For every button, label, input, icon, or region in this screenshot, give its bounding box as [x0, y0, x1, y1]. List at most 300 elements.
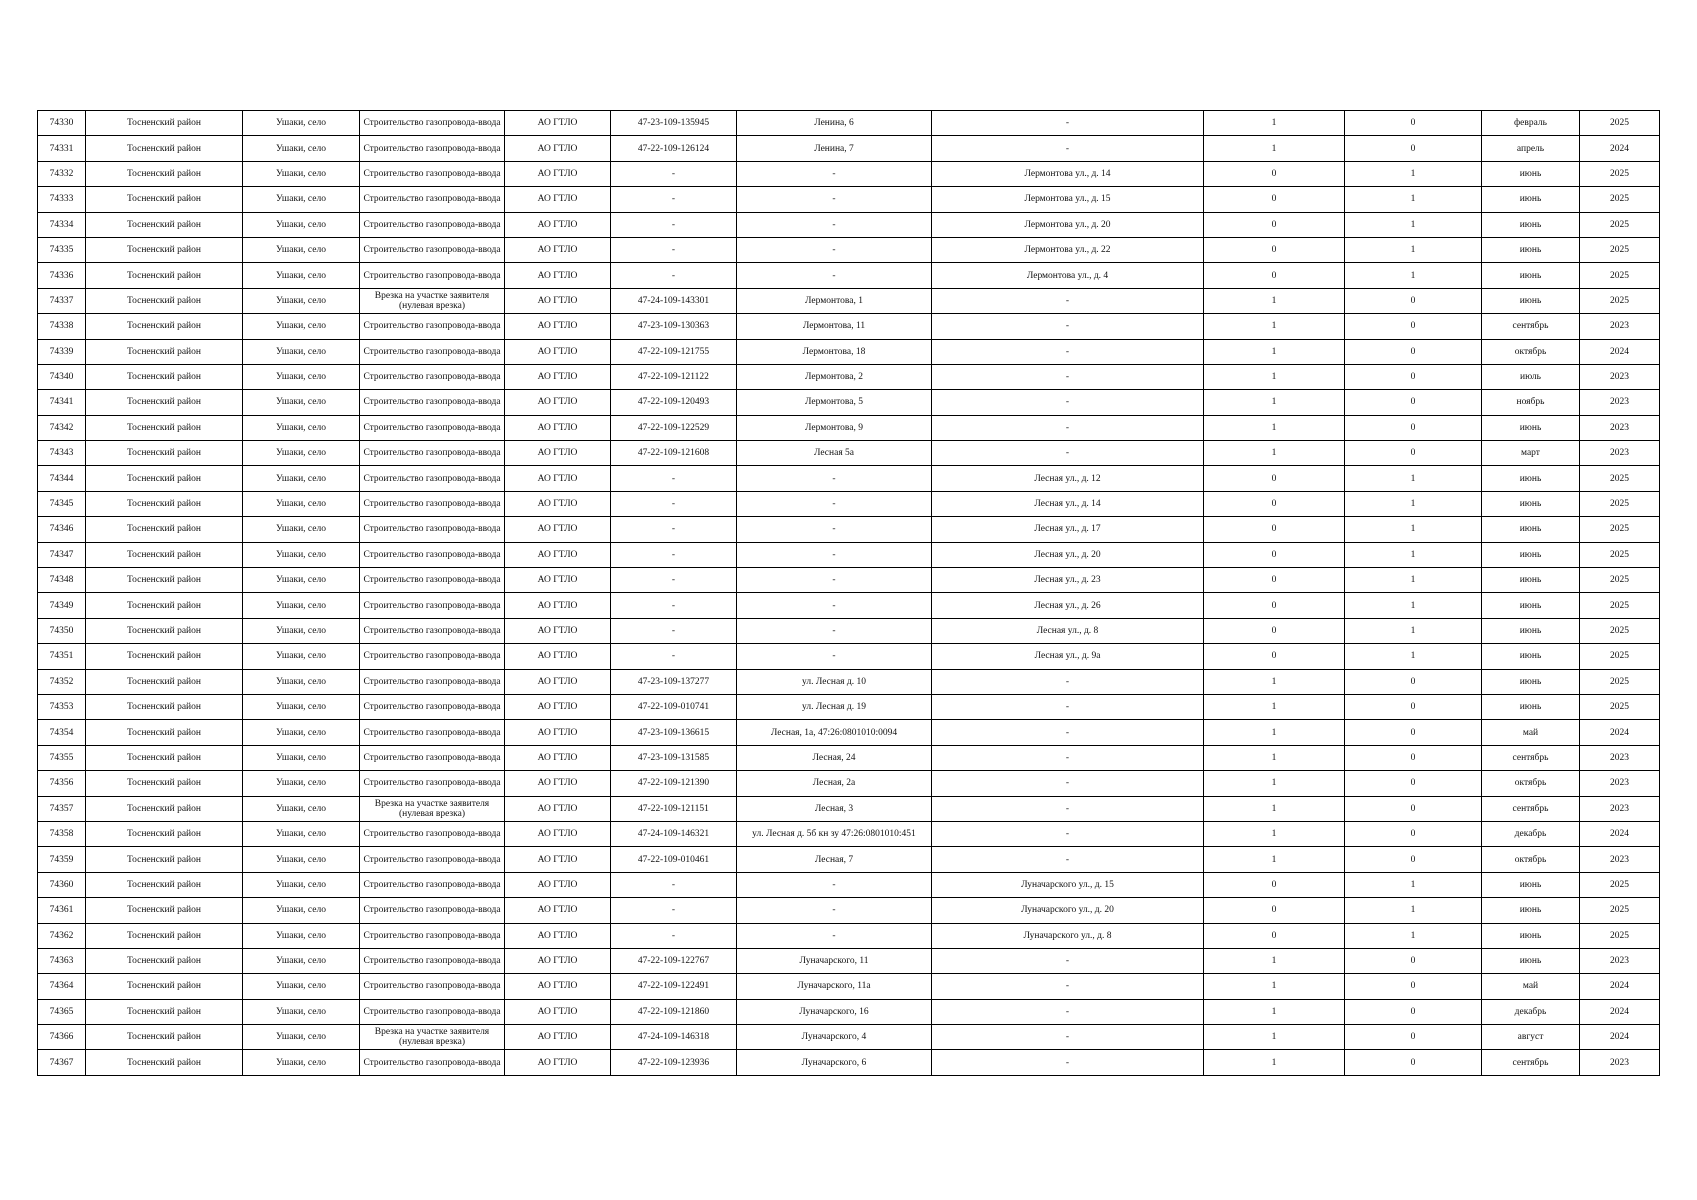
cell-address: -: [737, 212, 932, 237]
cell-district: Тосненский район: [86, 847, 243, 872]
cell-count-a: 1: [1204, 390, 1345, 415]
cell-month: июнь: [1482, 161, 1580, 186]
cell-district: Тосненский район: [86, 745, 243, 770]
cell-work-type: Врезка на участке заявителя (нулевая врезка): [360, 288, 505, 313]
cell-row-id: 74331: [38, 136, 86, 161]
cell-year: 2025: [1580, 212, 1660, 237]
cell-organization: АО ГТЛО: [505, 339, 611, 364]
cell-work-type: Строительство газопровода-ввода: [360, 161, 505, 186]
cell-house-address: -: [932, 821, 1204, 846]
cell-month: декабрь: [1482, 999, 1580, 1024]
cell-organization: АО ГТЛО: [505, 364, 611, 389]
cell-work-type: Строительство газопровода-ввода: [360, 263, 505, 288]
cell-row-id: 74349: [38, 593, 86, 618]
cell-house-address: -: [932, 441, 1204, 466]
cell-row-id: 74356: [38, 771, 86, 796]
cell-application-number: 47-22-109-121755: [611, 339, 737, 364]
cell-year: 2025: [1580, 568, 1660, 593]
table-row: [38, 669, 1660, 694]
cell-address: Лесная, 1а, 47:26:0801010:0094: [737, 720, 932, 745]
cell-row-id: 74345: [38, 491, 86, 516]
cell-work-type: Строительство газопровода-ввода: [360, 339, 505, 364]
cell-year: 2025: [1580, 491, 1660, 516]
cell-house-address: -: [932, 694, 1204, 719]
cell-application-number: 47-22-109-121608: [611, 441, 737, 466]
cell-house-address: Лермонтова ул., д. 15: [932, 187, 1204, 212]
table-row: [38, 974, 1660, 999]
cell-organization: АО ГТЛО: [505, 237, 611, 262]
cell-district: Тосненский район: [86, 415, 243, 440]
cell-house-address: -: [932, 339, 1204, 364]
cell-address: Лермонтова, 11: [737, 314, 932, 339]
cell-district: Тосненский район: [86, 111, 243, 136]
cell-count-b: 0: [1345, 415, 1482, 440]
cell-month: декабрь: [1482, 821, 1580, 846]
cell-year: 2025: [1580, 923, 1660, 948]
cell-organization: АО ГТЛО: [505, 441, 611, 466]
cell-year: 2024: [1580, 821, 1660, 846]
cell-district: Тосненский район: [86, 466, 243, 491]
cell-month: сентябрь: [1482, 314, 1580, 339]
cell-row-id: 74366: [38, 1025, 86, 1050]
cell-count-a: 0: [1204, 568, 1345, 593]
cell-organization: АО ГТЛО: [505, 390, 611, 415]
cell-settlement: Ушаки, село: [243, 593, 360, 618]
cell-district: Тосненский район: [86, 669, 243, 694]
table-row: [38, 212, 1660, 237]
cell-count-b: 0: [1345, 364, 1482, 389]
cell-month: июнь: [1482, 187, 1580, 212]
cell-application-number: -: [611, 491, 737, 516]
cell-month: июнь: [1482, 593, 1580, 618]
cell-address: -: [737, 237, 932, 262]
cell-month: июнь: [1482, 466, 1580, 491]
table-row: [38, 593, 1660, 618]
cell-count-a: 1: [1204, 111, 1345, 136]
cell-count-a: 1: [1204, 415, 1345, 440]
table-row: [38, 821, 1660, 846]
cell-work-type: Строительство газопровода-ввода: [360, 999, 505, 1024]
cell-address: Лесная 5а: [737, 441, 932, 466]
cell-row-id: 74361: [38, 898, 86, 923]
cell-count-a: 0: [1204, 618, 1345, 643]
cell-district: Тосненский район: [86, 593, 243, 618]
cell-year: 2023: [1580, 847, 1660, 872]
cell-row-id: 74330: [38, 111, 86, 136]
cell-row-id: 74348: [38, 568, 86, 593]
cell-settlement: Ушаки, село: [243, 542, 360, 567]
cell-settlement: Ушаки, село: [243, 517, 360, 542]
table-row: [38, 517, 1660, 542]
cell-district: Тосненский район: [86, 339, 243, 364]
cell-year: 2023: [1580, 771, 1660, 796]
cell-row-id: 74347: [38, 542, 86, 567]
cell-work-type: Строительство газопровода-ввода: [360, 872, 505, 897]
cell-count-b: 1: [1345, 872, 1482, 897]
cell-address: Лесная, 24: [737, 745, 932, 770]
cell-settlement: Ушаки, село: [243, 339, 360, 364]
cell-organization: АО ГТЛО: [505, 161, 611, 186]
cell-count-b: 0: [1345, 999, 1482, 1024]
cell-month: апрель: [1482, 136, 1580, 161]
cell-address: Ленина, 6: [737, 111, 932, 136]
cell-work-type: Строительство газопровода-ввода: [360, 694, 505, 719]
cell-month: июнь: [1482, 618, 1580, 643]
cell-count-a: 1: [1204, 999, 1345, 1024]
cell-application-number: -: [611, 263, 737, 288]
cell-settlement: Ушаки, село: [243, 1025, 360, 1050]
cell-settlement: Ушаки, село: [243, 237, 360, 262]
cell-month: июнь: [1482, 644, 1580, 669]
cell-month: июнь: [1482, 872, 1580, 897]
cell-application-number: -: [611, 237, 737, 262]
cell-district: Тосненский район: [86, 644, 243, 669]
cell-organization: АО ГТЛО: [505, 745, 611, 770]
cell-work-type: Строительство газопровода-ввода: [360, 466, 505, 491]
table-row: [38, 568, 1660, 593]
cell-count-a: 1: [1204, 948, 1345, 973]
cell-settlement: Ушаки, село: [243, 491, 360, 516]
cell-application-number: -: [611, 517, 737, 542]
cell-application-number: -: [611, 187, 737, 212]
cell-district: Тосненский район: [86, 237, 243, 262]
cell-settlement: Ушаки, село: [243, 745, 360, 770]
cell-count-b: 0: [1345, 339, 1482, 364]
cell-count-a: 1: [1204, 745, 1345, 770]
table-row: [38, 187, 1660, 212]
data-table: [37, 110, 1660, 1076]
cell-application-number: -: [611, 923, 737, 948]
cell-year: 2025: [1580, 694, 1660, 719]
cell-organization: АО ГТЛО: [505, 821, 611, 846]
cell-year: 2025: [1580, 263, 1660, 288]
cell-organization: АО ГТЛО: [505, 796, 611, 821]
cell-work-type: Строительство газопровода-ввода: [360, 237, 505, 262]
cell-work-type: Строительство газопровода-ввода: [360, 974, 505, 999]
cell-organization: АО ГТЛО: [505, 542, 611, 567]
cell-count-a: 1: [1204, 288, 1345, 313]
cell-application-number: -: [611, 618, 737, 643]
cell-count-a: 1: [1204, 441, 1345, 466]
cell-work-type: Строительство газопровода-ввода: [360, 720, 505, 745]
cell-count-a: 0: [1204, 212, 1345, 237]
cell-work-type: Строительство газопровода-ввода: [360, 644, 505, 669]
cell-month: сентябрь: [1482, 1050, 1580, 1075]
cell-address: Лермонтова, 9: [737, 415, 932, 440]
cell-count-b: 1: [1345, 161, 1482, 186]
cell-count-a: 1: [1204, 796, 1345, 821]
cell-row-id: 74342: [38, 415, 86, 440]
cell-district: Тосненский район: [86, 161, 243, 186]
cell-month: июнь: [1482, 568, 1580, 593]
cell-address: Лермонтова, 1: [737, 288, 932, 313]
cell-count-a: 1: [1204, 364, 1345, 389]
cell-count-b: 0: [1345, 745, 1482, 770]
cell-row-id: 74344: [38, 466, 86, 491]
cell-month: сентябрь: [1482, 745, 1580, 770]
cell-district: Тосненский район: [86, 364, 243, 389]
cell-application-number: -: [611, 568, 737, 593]
cell-district: Тосненский район: [86, 212, 243, 237]
cell-district: Тосненский район: [86, 796, 243, 821]
cell-organization: АО ГТЛО: [505, 568, 611, 593]
cell-count-b: 1: [1345, 618, 1482, 643]
cell-organization: АО ГТЛО: [505, 669, 611, 694]
cell-organization: АО ГТЛО: [505, 187, 611, 212]
cell-work-type: Строительство газопровода-ввода: [360, 618, 505, 643]
cell-year: 2025: [1580, 161, 1660, 186]
cell-settlement: Ушаки, село: [243, 466, 360, 491]
cell-year: 2025: [1580, 542, 1660, 567]
cell-house-address: Лесная ул., д. 14: [932, 491, 1204, 516]
cell-settlement: Ушаки, село: [243, 720, 360, 745]
cell-address: -: [737, 872, 932, 897]
cell-settlement: Ушаки, село: [243, 136, 360, 161]
cell-year: 2023: [1580, 1050, 1660, 1075]
cell-count-a: 0: [1204, 263, 1345, 288]
cell-row-id: 74351: [38, 644, 86, 669]
cell-row-id: 74339: [38, 339, 86, 364]
cell-work-type: Строительство газопровода-ввода: [360, 314, 505, 339]
cell-count-b: 0: [1345, 136, 1482, 161]
table-row: [38, 999, 1660, 1024]
cell-count-b: 0: [1345, 948, 1482, 973]
cell-application-number: -: [611, 542, 737, 567]
cell-house-address: -: [932, 771, 1204, 796]
cell-month: сентябрь: [1482, 796, 1580, 821]
cell-month: ноябрь: [1482, 390, 1580, 415]
cell-application-number: 47-22-109-121390: [611, 771, 737, 796]
cell-settlement: Ушаки, село: [243, 111, 360, 136]
cell-house-address: -: [932, 669, 1204, 694]
cell-organization: АО ГТЛО: [505, 771, 611, 796]
cell-count-a: 1: [1204, 314, 1345, 339]
cell-year: 2025: [1580, 618, 1660, 643]
cell-count-a: 0: [1204, 161, 1345, 186]
cell-organization: АО ГТЛО: [505, 1050, 611, 1075]
cell-house-address: Лесная ул., д. 20: [932, 542, 1204, 567]
cell-settlement: Ушаки, село: [243, 644, 360, 669]
cell-organization: АО ГТЛО: [505, 618, 611, 643]
table-row: [38, 136, 1660, 161]
cell-row-id: 74350: [38, 618, 86, 643]
cell-settlement: Ушаки, село: [243, 948, 360, 973]
cell-application-number: 47-24-109-146318: [611, 1025, 737, 1050]
cell-count-b: 0: [1345, 390, 1482, 415]
cell-row-id: 74363: [38, 948, 86, 973]
cell-month: июнь: [1482, 237, 1580, 262]
cell-row-id: 74358: [38, 821, 86, 846]
table-row: [38, 898, 1660, 923]
cell-organization: АО ГТЛО: [505, 111, 611, 136]
cell-count-b: 0: [1345, 796, 1482, 821]
cell-year: 2025: [1580, 517, 1660, 542]
cell-count-a: 0: [1204, 593, 1345, 618]
cell-row-id: 74346: [38, 517, 86, 542]
cell-settlement: Ушаки, село: [243, 263, 360, 288]
cell-district: Тосненский район: [86, 923, 243, 948]
cell-month: март: [1482, 441, 1580, 466]
cell-organization: АО ГТЛО: [505, 644, 611, 669]
cell-district: Тосненский район: [86, 263, 243, 288]
cell-month: июнь: [1482, 898, 1580, 923]
cell-count-a: 0: [1204, 517, 1345, 542]
cell-house-address: -: [932, 1050, 1204, 1075]
cell-house-address: -: [932, 288, 1204, 313]
cell-year: 2024: [1580, 136, 1660, 161]
cell-settlement: Ушаки, село: [243, 618, 360, 643]
cell-house-address: Лесная ул., д. 9а: [932, 644, 1204, 669]
cell-year: 2023: [1580, 364, 1660, 389]
cell-count-a: 0: [1204, 542, 1345, 567]
cell-count-a: 1: [1204, 339, 1345, 364]
cell-application-number: -: [611, 161, 737, 186]
cell-row-id: 74359: [38, 847, 86, 872]
cell-settlement: Ушаки, село: [243, 669, 360, 694]
cell-count-a: 0: [1204, 237, 1345, 262]
cell-work-type: Строительство газопровода-ввода: [360, 136, 505, 161]
cell-month: июнь: [1482, 669, 1580, 694]
table-row: [38, 1050, 1660, 1075]
cell-count-a: 0: [1204, 466, 1345, 491]
cell-count-b: 0: [1345, 1025, 1482, 1050]
cell-work-type: Строительство газопровода-ввода: [360, 491, 505, 516]
cell-settlement: Ушаки, село: [243, 974, 360, 999]
cell-work-type: Строительство газопровода-ввода: [360, 948, 505, 973]
cell-year: 2024: [1580, 720, 1660, 745]
cell-house-address: -: [932, 745, 1204, 770]
cell-address: Лермонтова, 5: [737, 390, 932, 415]
cell-address: -: [737, 161, 932, 186]
cell-row-id: 74334: [38, 212, 86, 237]
cell-count-a: 1: [1204, 974, 1345, 999]
table-row: [38, 263, 1660, 288]
cell-month: июнь: [1482, 694, 1580, 719]
cell-address: Луначарского, 4: [737, 1025, 932, 1050]
cell-organization: АО ГТЛО: [505, 974, 611, 999]
cell-year: 2023: [1580, 796, 1660, 821]
cell-address: Луначарского, 11а: [737, 974, 932, 999]
cell-district: Тосненский район: [86, 542, 243, 567]
cell-application-number: 47-23-109-131585: [611, 745, 737, 770]
cell-work-type: Строительство газопровода-ввода: [360, 415, 505, 440]
cell-work-type: Строительство газопровода-ввода: [360, 898, 505, 923]
cell-year: 2025: [1580, 466, 1660, 491]
cell-house-address: -: [932, 415, 1204, 440]
cell-application-number: 47-23-109-136615: [611, 720, 737, 745]
cell-month: июнь: [1482, 288, 1580, 313]
cell-house-address: -: [932, 111, 1204, 136]
cell-organization: АО ГТЛО: [505, 263, 611, 288]
cell-address: Луначарского, 6: [737, 1050, 932, 1075]
cell-organization: АО ГТЛО: [505, 999, 611, 1024]
cell-count-b: 0: [1345, 720, 1482, 745]
cell-row-id: 74355: [38, 745, 86, 770]
cell-year: 2024: [1580, 974, 1660, 999]
cell-settlement: Ушаки, село: [243, 923, 360, 948]
cell-count-a: 0: [1204, 923, 1345, 948]
cell-address: -: [737, 593, 932, 618]
cell-house-address: Лесная ул., д. 8: [932, 618, 1204, 643]
cell-count-b: 1: [1345, 212, 1482, 237]
cell-month: июль: [1482, 364, 1580, 389]
cell-district: Тосненский район: [86, 136, 243, 161]
table-row: [38, 1025, 1660, 1050]
cell-row-id: 74332: [38, 161, 86, 186]
table-row: [38, 491, 1660, 516]
cell-row-id: 74364: [38, 974, 86, 999]
cell-settlement: Ушаки, село: [243, 187, 360, 212]
cell-year: 2025: [1580, 593, 1660, 618]
cell-organization: АО ГТЛО: [505, 212, 611, 237]
cell-address: -: [737, 898, 932, 923]
table-row: [38, 237, 1660, 262]
cell-work-type: Строительство газопровода-ввода: [360, 1050, 505, 1075]
cell-year: 2023: [1580, 314, 1660, 339]
cell-district: Тосненский район: [86, 618, 243, 643]
cell-organization: АО ГТЛО: [505, 1025, 611, 1050]
cell-house-address: Лермонтова ул., д. 20: [932, 212, 1204, 237]
cell-house-address: -: [932, 136, 1204, 161]
cell-count-b: 1: [1345, 263, 1482, 288]
cell-organization: АО ГТЛО: [505, 466, 611, 491]
cell-district: Тосненский район: [86, 1050, 243, 1075]
cell-count-b: 0: [1345, 669, 1482, 694]
cell-organization: АО ГТЛО: [505, 593, 611, 618]
cell-address: -: [737, 517, 932, 542]
cell-count-b: 1: [1345, 187, 1482, 212]
cell-application-number: 47-22-109-123936: [611, 1050, 737, 1075]
cell-district: Тосненский район: [86, 821, 243, 846]
cell-year: 2024: [1580, 339, 1660, 364]
cell-row-id: 74360: [38, 872, 86, 897]
cell-count-a: 1: [1204, 847, 1345, 872]
cell-application-number: 47-22-109-121122: [611, 364, 737, 389]
table-row: [38, 771, 1660, 796]
cell-application-number: 47-22-109-120493: [611, 390, 737, 415]
cell-house-address: -: [932, 999, 1204, 1024]
table-row: [38, 111, 1660, 136]
cell-month: июнь: [1482, 923, 1580, 948]
cell-district: Тосненский район: [86, 314, 243, 339]
cell-count-b: 0: [1345, 771, 1482, 796]
cell-count-a: 0: [1204, 644, 1345, 669]
cell-row-id: 74357: [38, 796, 86, 821]
cell-house-address: Лесная ул., д. 12: [932, 466, 1204, 491]
table-row: [38, 720, 1660, 745]
cell-work-type: Строительство газопровода-ввода: [360, 441, 505, 466]
cell-house-address: -: [932, 364, 1204, 389]
cell-settlement: Ушаки, село: [243, 314, 360, 339]
cell-year: 2025: [1580, 288, 1660, 313]
cell-house-address: Луначарского ул., д. 20: [932, 898, 1204, 923]
cell-house-address: -: [932, 847, 1204, 872]
cell-application-number: 47-22-109-122767: [611, 948, 737, 973]
cell-district: Тосненский район: [86, 441, 243, 466]
cell-count-a: 1: [1204, 771, 1345, 796]
cell-work-type: Строительство газопровода-ввода: [360, 771, 505, 796]
cell-settlement: Ушаки, село: [243, 847, 360, 872]
cell-count-b: 0: [1345, 847, 1482, 872]
cell-row-id: 74333: [38, 187, 86, 212]
cell-house-address: Лермонтова ул., д. 4: [932, 263, 1204, 288]
cell-district: Тосненский район: [86, 720, 243, 745]
cell-application-number: -: [611, 872, 737, 897]
cell-year: 2025: [1580, 669, 1660, 694]
cell-application-number: 47-23-109-137277: [611, 669, 737, 694]
cell-settlement: Ушаки, село: [243, 568, 360, 593]
cell-month: май: [1482, 720, 1580, 745]
